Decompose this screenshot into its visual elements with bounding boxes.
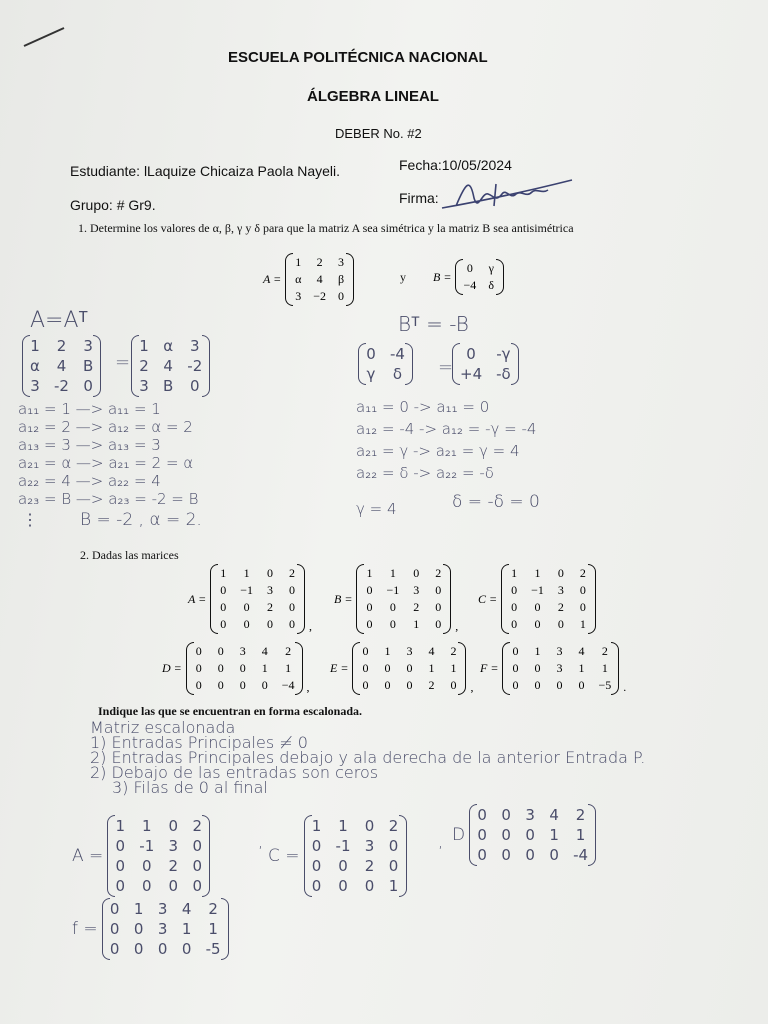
q1-matrix-B-body bbox=[455, 259, 504, 295]
q2-matrix-2-body bbox=[501, 564, 596, 634]
matrix-cell: 2 bbox=[289, 566, 295, 580]
matrix-cell: 3 bbox=[267, 583, 273, 597]
hw-right-result-2: δ = -δ = 0 bbox=[452, 492, 540, 512]
q2-matrix-r2-0 bbox=[162, 642, 310, 695]
course-title: ÁLGEBRA LINEAL bbox=[307, 88, 439, 105]
hw-right-m2-body bbox=[452, 343, 519, 385]
signature-image bbox=[436, 172, 578, 216]
matrix-cell: 1 bbox=[115, 817, 126, 835]
matrix-cell: −1 bbox=[386, 583, 400, 597]
matrix-cell: 0 bbox=[477, 806, 487, 824]
matrix-cell: 0 bbox=[389, 600, 396, 614]
matrix-cell: 0 bbox=[195, 678, 202, 692]
hw-right-line: a₂₁ = γ -> a₂₁ = γ = 4 bbox=[356, 442, 520, 460]
matrix-cell: 0 bbox=[133, 920, 144, 938]
q2-matrix-1-body bbox=[356, 564, 451, 634]
hw-left-line: a₂₂ = 4 —> a₂₂ = 4 bbox=[18, 472, 161, 490]
hw-right-line: a₁₂ = -4 -> a₁₂ = -γ = -4 bbox=[356, 420, 537, 438]
matrix-cell: 0 bbox=[534, 600, 541, 614]
hw-note-line: Matriz escalonada bbox=[90, 718, 236, 737]
matrix-cell: 0 bbox=[579, 600, 586, 614]
matrix-cell: 0 bbox=[364, 877, 375, 895]
matrix-cell: −4 bbox=[463, 278, 477, 292]
matrix-cell: 3 bbox=[556, 644, 563, 658]
matrix-cell: 0 bbox=[157, 940, 168, 958]
matrix-cell: 3 bbox=[406, 644, 413, 658]
matrix-cell: 0 bbox=[511, 583, 518, 597]
matrix-cell: 0 bbox=[366, 583, 373, 597]
matrix-cell: 1 bbox=[413, 617, 420, 631]
matrix-cell: 3 bbox=[157, 900, 168, 918]
matrix-cell: 1 bbox=[133, 900, 144, 918]
q2-matrix-r2-1-body bbox=[352, 642, 466, 695]
q2-matrix-r2-2-name: F = bbox=[480, 661, 499, 675]
matrix-cell: 0 bbox=[289, 600, 295, 614]
hw-right-m1-body bbox=[358, 343, 413, 385]
matrix-cell: -γ bbox=[496, 345, 511, 363]
matrix-cell: 0 bbox=[83, 377, 93, 395]
matrix-cell: 2 bbox=[168, 857, 179, 875]
q1-matrix-A-name: A = bbox=[263, 272, 282, 286]
matrix-cell: 1 bbox=[181, 920, 192, 938]
matrix-cell: 1 bbox=[575, 826, 586, 844]
matrix-cell: 2 bbox=[601, 644, 608, 658]
q2-instruction: Indique las que se encuentran en forma escalonada. bbox=[98, 704, 363, 718]
matrix-cell: -4 bbox=[573, 846, 589, 864]
hw-left-result: B = -2 , α = 2. bbox=[80, 510, 202, 530]
matrix-cell: 0 bbox=[525, 826, 535, 844]
matrix-cell: 0 bbox=[133, 940, 144, 958]
matrix-cell: 0 bbox=[512, 644, 519, 658]
matrix-cell: 0 bbox=[338, 289, 344, 303]
matrix-cell: 4 bbox=[261, 644, 268, 658]
matrix-cell: −1 bbox=[531, 583, 544, 597]
q2-matrix-r2-0-separator: , bbox=[306, 680, 310, 694]
matrix-cell: 1 bbox=[428, 661, 435, 675]
matrix-cell: 0 bbox=[362, 644, 369, 658]
hw-left-matrix-2 bbox=[131, 335, 210, 397]
matrix-cell: 2 bbox=[575, 806, 586, 824]
matrix-cell: 0 bbox=[413, 566, 420, 580]
hw-C-body bbox=[304, 815, 407, 897]
signature-label: Firma: bbox=[399, 190, 439, 206]
hw-left-lines bbox=[18, 400, 198, 508]
matrix-cell: 2 bbox=[413, 600, 420, 614]
matrix-cell: 1 bbox=[139, 337, 149, 355]
q2-matrix-0-name: A = bbox=[188, 591, 207, 606]
matrix-cell: 0 bbox=[217, 678, 224, 692]
matrix-cell: 0 bbox=[192, 857, 203, 875]
hw-left-line: a₁₂ = 2 —> a₁₂ = α = 2 bbox=[18, 418, 193, 436]
matrix-cell: 0 bbox=[338, 857, 348, 875]
matrix-cell: δ bbox=[392, 365, 403, 383]
matrix-cell: 0 bbox=[311, 877, 322, 895]
matrix-cell: 0 bbox=[220, 583, 227, 597]
matrix-cell: 1 bbox=[384, 644, 391, 658]
matrix-cell: 0 bbox=[501, 806, 511, 824]
matrix-cell: 0 bbox=[512, 661, 519, 675]
matrix-cell: 0 bbox=[384, 678, 391, 692]
matrix-cell: -2 bbox=[187, 357, 203, 375]
matrix-cell: 0 bbox=[115, 877, 126, 895]
matrix-cell: 0 bbox=[141, 877, 152, 895]
hw-left-line: a₁₁ = 1 —> a₁₁ = 1 bbox=[18, 400, 161, 418]
hw-left-line: a₁₃ = 3 —> a₁₃ = 3 bbox=[18, 436, 161, 454]
q2-matrix-r2-1-name: E = bbox=[330, 661, 349, 675]
hw-note-line: 2) Debajo de las entradas son ceros bbox=[90, 763, 379, 782]
matrix-cell: 0 bbox=[435, 617, 442, 631]
school-title: ESCUELA POLITÉCNICA NACIONAL bbox=[228, 49, 488, 66]
hw-A-body bbox=[107, 815, 210, 897]
matrix-cell: −5 bbox=[598, 678, 612, 692]
hw-note-line: 2) Entradas Principales debajo y ala derecha de la anterior Entrada P. bbox=[90, 748, 646, 767]
matrix-cell: 2 bbox=[139, 357, 149, 375]
matrix-cell: 2 bbox=[192, 817, 203, 835]
matrix-cell: 0 bbox=[435, 583, 442, 597]
matrix-cell: 1 bbox=[579, 617, 586, 631]
matrix-cell: 1 bbox=[534, 644, 541, 658]
matrix-cell: 1 bbox=[141, 817, 152, 835]
assignment-title: DEBER No. #2 bbox=[335, 126, 422, 141]
hw-F-name: f = bbox=[72, 919, 98, 939]
matrix-cell: 0 bbox=[534, 678, 541, 692]
matrix-cell: 0 bbox=[311, 837, 322, 855]
matrix-cell: 2 bbox=[428, 678, 435, 692]
matrix-cell: 1 bbox=[534, 566, 541, 580]
matrix-cell: -1 bbox=[335, 837, 351, 855]
q1-conjunction: y bbox=[400, 270, 406, 284]
matrix-cell: 0 bbox=[578, 678, 585, 692]
matrix-cell: β bbox=[337, 272, 345, 286]
matrix-cell: 4 bbox=[163, 357, 173, 375]
hw-equals-sign-2: = bbox=[438, 357, 454, 378]
hw-comma-2: , bbox=[438, 832, 444, 851]
matrix-cell: 1 bbox=[261, 661, 268, 675]
hw-left-m2-body bbox=[131, 335, 210, 397]
matrix-cell: 0 bbox=[388, 857, 399, 875]
matrix-cell: -δ bbox=[496, 365, 511, 383]
q1-matrix-B-name: B = bbox=[433, 269, 452, 284]
matrix-cell: 2 bbox=[450, 644, 457, 658]
matrix-cell: −2 bbox=[313, 289, 326, 303]
matrix-cell: 0 bbox=[364, 817, 375, 835]
matrix-cell: 0 bbox=[239, 678, 246, 692]
matrix-cell: 0 bbox=[261, 678, 268, 692]
matrix-cell: 1 bbox=[549, 826, 559, 844]
matrix-cell: 1 bbox=[338, 817, 348, 835]
matrix-cell: 0 bbox=[557, 617, 564, 631]
hw-left-line: a₂₁ = α —> a₂₁ = 2 = α bbox=[18, 454, 194, 472]
q2-matrix-r2-1 bbox=[330, 642, 473, 695]
matrix-cell: 0 bbox=[406, 678, 413, 692]
matrix-cell: 1 bbox=[295, 255, 302, 269]
matrix-cell: 0 bbox=[311, 857, 322, 875]
q2-matrix-2-name: C = bbox=[478, 591, 498, 606]
q2-matrix-r2-2-separator: . bbox=[623, 680, 627, 694]
matrix-cell: 3 bbox=[557, 583, 564, 597]
matrix-cell: 0 bbox=[289, 583, 295, 597]
matrix-cell: 0 bbox=[366, 617, 373, 631]
matrix-cell: 0 bbox=[195, 644, 202, 658]
q2-matrix-r2-2 bbox=[480, 642, 626, 695]
matrix-cell: 0 bbox=[557, 566, 564, 580]
matrix-cell: 3 bbox=[556, 661, 563, 675]
matrix-cell: 0 bbox=[338, 877, 348, 895]
q1-matrix-A-body bbox=[285, 253, 354, 306]
matrix-cell: 0 bbox=[217, 644, 224, 658]
matrix-cell: 3 bbox=[139, 377, 149, 395]
matrix-cell: 4 bbox=[316, 272, 323, 286]
matrix-cell: 0 bbox=[109, 940, 120, 958]
matrix-cell: 0 bbox=[220, 600, 227, 614]
matrix-cell: 2 bbox=[557, 600, 564, 614]
matrix-cell: 1 bbox=[30, 337, 40, 355]
matrix-cell: 0 bbox=[534, 617, 541, 631]
matrix-cell: 1 bbox=[366, 566, 373, 580]
matrix-cell: 2 bbox=[56, 337, 67, 355]
hw-equals-sign: = bbox=[115, 352, 131, 373]
hw-comma-1: , bbox=[258, 832, 264, 851]
matrix-cell: 0 bbox=[239, 661, 246, 675]
matrix-cell: 0 bbox=[406, 661, 413, 675]
matrix-cell: 3 bbox=[190, 337, 200, 355]
matrix-cell: 2 bbox=[435, 566, 442, 580]
matrix-cell: 3 bbox=[413, 583, 420, 597]
matrix-cell: 0 bbox=[109, 920, 120, 938]
hw-right-line: a₂₂ = δ -> a₂₂ = -δ bbox=[356, 464, 494, 482]
matrix-cell: 4 bbox=[549, 806, 559, 824]
matrix-cell: -4 bbox=[390, 345, 405, 363]
hw-D-body bbox=[469, 804, 596, 866]
matrix-cell: 1 bbox=[578, 661, 585, 675]
matrix-cell: 0 bbox=[267, 617, 273, 631]
matrix-cell: 1 bbox=[311, 817, 322, 835]
q2-matrix-1-separator: , bbox=[455, 619, 459, 633]
hw-notes bbox=[90, 720, 645, 795]
matrix-cell: α bbox=[163, 337, 174, 355]
matrix-cell: 0 bbox=[389, 617, 396, 631]
matrix-cell: 0 bbox=[217, 661, 224, 675]
matrix-cell: 0 bbox=[109, 900, 120, 918]
matrix-cell: 0 bbox=[141, 857, 152, 875]
matrix-cell: 3 bbox=[338, 255, 344, 269]
q2-matrix-0 bbox=[188, 564, 312, 634]
matrix-cell: 0 bbox=[450, 678, 457, 692]
matrix-cell: 0 bbox=[501, 846, 511, 864]
matrix-cell: B bbox=[163, 377, 174, 395]
q2-matrix-2 bbox=[478, 564, 596, 634]
matrix-cell: 0 bbox=[579, 583, 586, 597]
matrix-cell: 0 bbox=[243, 617, 250, 631]
matrix-cell: 0 bbox=[511, 617, 518, 631]
hw-right-matrix-2 bbox=[452, 343, 519, 385]
matrix-cell: 3 bbox=[364, 837, 375, 855]
q2-matrix-r2-2-body bbox=[502, 642, 619, 695]
matrix-cell: 0 bbox=[477, 826, 487, 844]
hw-left-title: A=Aᵀ bbox=[30, 308, 89, 333]
matrix-cell: δ bbox=[488, 278, 495, 292]
q2-matrix-1-name: B = bbox=[334, 591, 353, 606]
matrix-cell: 3 bbox=[168, 837, 179, 855]
hw-C-name: C = bbox=[268, 846, 300, 866]
matrix-cell: 1 bbox=[220, 566, 227, 580]
matrix-cell: 0 bbox=[388, 837, 399, 855]
matrix-cell: 4 bbox=[181, 900, 192, 918]
matrix-cell: 0 bbox=[181, 940, 192, 958]
matrix-cell: 0 bbox=[115, 837, 126, 855]
matrix-cell: 1 bbox=[601, 661, 608, 675]
q2-matrix-r2-0-body bbox=[186, 642, 303, 695]
matrix-cell: 0 bbox=[525, 846, 535, 864]
matrix-cell: 2 bbox=[267, 600, 273, 614]
q2-matrix-0-separator: , bbox=[309, 619, 312, 633]
hw-left-m1-body bbox=[22, 335, 101, 397]
hw-note-line: 3) Filas de 0 al final bbox=[112, 778, 268, 797]
matrix-cell: 3 bbox=[83, 337, 93, 355]
q2-matrix-1 bbox=[334, 564, 458, 634]
matrix-cell: 1 bbox=[208, 920, 218, 938]
matrix-cell: γ bbox=[488, 261, 494, 275]
matrix-cell: −4 bbox=[281, 678, 295, 692]
matrix-cell: 2 bbox=[364, 857, 375, 875]
matrix-cell: 0 bbox=[466, 261, 473, 275]
q2-matrix-0-body bbox=[210, 564, 305, 634]
matrix-cell: 0 bbox=[190, 377, 200, 395]
matrix-cell: B bbox=[82, 357, 94, 375]
hw-ellipsis: ⋮ bbox=[22, 510, 38, 529]
matrix-cell: 2 bbox=[579, 566, 586, 580]
matrix-cell: 0 bbox=[195, 661, 202, 675]
matrix-cell: 3 bbox=[525, 806, 535, 824]
hw-F-body bbox=[102, 898, 229, 960]
hw-A-name: A = bbox=[72, 846, 104, 866]
date-field: Fecha:10/05/2024 bbox=[399, 157, 512, 173]
matrix-cell: -2 bbox=[54, 377, 69, 395]
matrix-cell: 0 bbox=[192, 877, 203, 895]
matrix-cell: 2 bbox=[208, 900, 218, 918]
hw-D-name: D bbox=[452, 825, 466, 845]
matrix-cell: 2 bbox=[285, 644, 292, 658]
hw-left-line: a₂₃ = B —> a₂₃ = -2 = B bbox=[18, 490, 199, 508]
matrix-cell: α bbox=[30, 357, 40, 375]
pen-stroke-mark bbox=[20, 24, 70, 52]
matrix-cell: 0 bbox=[289, 617, 295, 631]
matrix-cell: 0 bbox=[384, 661, 391, 675]
matrix-cell: 4 bbox=[56, 357, 67, 375]
hw-matrix-C bbox=[268, 815, 407, 897]
matrix-cell: 3 bbox=[157, 920, 168, 938]
hw-matrix-F bbox=[72, 898, 229, 960]
matrix-cell: 0 bbox=[243, 600, 250, 614]
matrix-cell: 0 bbox=[192, 837, 203, 855]
matrix-cell: 3 bbox=[239, 644, 246, 658]
matrix-cell: 0 bbox=[534, 661, 541, 675]
matrix-cell: 2 bbox=[316, 255, 323, 269]
matrix-cell: 1 bbox=[450, 661, 457, 675]
matrix-cell: α bbox=[295, 272, 302, 286]
matrix-cell: 1 bbox=[511, 566, 518, 580]
group-field: Grupo: # Gr9. bbox=[70, 197, 156, 213]
matrix-cell: 0 bbox=[168, 877, 179, 895]
matrix-cell: -5 bbox=[205, 940, 221, 958]
student-name: Estudiante: lLaquize Chicaiza Paola Nayeli. bbox=[70, 163, 341, 179]
matrix-cell: 0 bbox=[512, 678, 519, 692]
matrix-cell: γ bbox=[366, 365, 376, 383]
matrix-cell: 0 bbox=[362, 661, 369, 675]
matrix-cell: 3 bbox=[30, 377, 40, 395]
matrix-cell: 1 bbox=[389, 566, 396, 580]
matrix-cell: 0 bbox=[168, 817, 179, 835]
hw-right-lines bbox=[356, 396, 536, 484]
matrix-cell: 0 bbox=[556, 678, 563, 692]
matrix-cell: 1 bbox=[388, 877, 399, 895]
matrix-A-q1 bbox=[263, 253, 354, 306]
matrix-cell: 0 bbox=[366, 345, 376, 363]
hw-matrix-A bbox=[72, 815, 210, 897]
matrix-cell: 1 bbox=[285, 661, 292, 675]
matrix-cell: 3 bbox=[295, 289, 302, 303]
matrix-cell: 0 bbox=[549, 846, 559, 864]
matrix-cell: 0 bbox=[466, 345, 476, 363]
hw-right-matrix-1 bbox=[358, 343, 413, 385]
matrix-cell: 0 bbox=[435, 600, 442, 614]
matrix-cell: 0 bbox=[501, 826, 511, 844]
matrix-cell: 0 bbox=[220, 617, 227, 631]
matrix-cell: +4 bbox=[460, 365, 483, 383]
matrix-cell: 4 bbox=[578, 644, 585, 658]
matrix-cell: 0 bbox=[115, 857, 126, 875]
hw-left-matrix-1 bbox=[22, 335, 101, 397]
question-1-text: 1. Determine los valores de α, β, γ y δ para que la matriz A sea simétrica y la matriz B sea antisimétrica bbox=[78, 221, 574, 235]
matrix-cell: 0 bbox=[477, 846, 487, 864]
matrix-cell: 0 bbox=[366, 600, 373, 614]
matrix-cell: 0 bbox=[511, 600, 518, 614]
hw-right-title: Bᵀ = -B bbox=[398, 312, 469, 336]
matrix-cell: 2 bbox=[388, 817, 399, 835]
matrix-cell: 0 bbox=[267, 566, 273, 580]
q2-matrix-r2-0-name: D = bbox=[162, 661, 182, 675]
matrix-B-q1 bbox=[433, 259, 504, 295]
question-2-title: 2. Dadas las marices bbox=[80, 548, 179, 562]
hw-note-line: 1) Entradas Principales ≠ 0 bbox=[90, 733, 308, 752]
hw-matrix-D bbox=[452, 804, 596, 866]
matrix-cell: 1 bbox=[243, 566, 250, 580]
matrix-cell: 4 bbox=[428, 644, 435, 658]
matrix-cell: -1 bbox=[139, 837, 155, 855]
matrix-cell: −1 bbox=[240, 583, 253, 597]
hw-right-result-1: γ = 4 bbox=[356, 500, 397, 518]
q2-matrix-r2-1-separator: , bbox=[470, 680, 474, 694]
matrix-cell: 0 bbox=[362, 678, 369, 692]
hw-right-line: a₁₁ = 0 -> a₁₁ = 0 bbox=[356, 398, 490, 416]
